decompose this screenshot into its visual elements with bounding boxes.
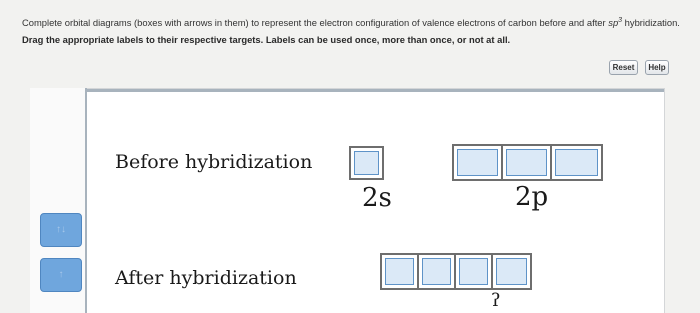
sp-superscript: 3: [618, 17, 623, 24]
sp-label: sp: [608, 17, 619, 29]
drop-target[interactable]: [506, 149, 547, 176]
instruction-line-2: Drag the appropriate labels to their respective targets. Labels can be used once, more than once, or not at all.: [22, 34, 511, 46]
workarea-top-rule: [31, 89, 664, 92]
orbital-group-2p: [452, 144, 603, 181]
instruction-text: Complete orbital diagrams (boxes with arrows in them) to represent the electron configuration of valence electrons of carbon before and after: [22, 17, 609, 29]
help-button[interactable]: Help: [645, 60, 669, 75]
orbital-target-2p-1[interactable]: [454, 146, 503, 179]
instructions: [22, 12, 698, 48]
orbital-target-sp3-1[interactable]: [382, 255, 419, 288]
orbital-group-sp3: [380, 253, 532, 290]
drop-target[interactable]: [496, 258, 527, 285]
handwritten-partial-mark: ʔ: [491, 290, 501, 311]
handwritten-2p-label: 2p: [515, 182, 549, 212]
drop-target[interactable]: [354, 151, 379, 175]
drop-target[interactable]: [459, 258, 488, 285]
reset-button[interactable]: Reset: [609, 60, 638, 75]
drop-target[interactable]: [422, 258, 451, 285]
instruction-line-1: [22, 12, 698, 31]
orbital-target-2s[interactable]: [351, 148, 382, 178]
drop-target[interactable]: [457, 149, 498, 176]
after-hybridization-label: After hybridization: [115, 267, 297, 289]
orbital-group-2s: [349, 146, 384, 180]
orbital-target-sp3-3[interactable]: [456, 255, 493, 288]
drop-target[interactable]: [385, 258, 414, 285]
drop-target[interactable]: [555, 149, 598, 176]
handwritten-2s-label: 2s: [362, 183, 392, 213]
orbital-target-2p-3[interactable]: [552, 146, 601, 179]
orbital-target-sp3-2[interactable]: [419, 255, 456, 288]
orbital-target-2p-2[interactable]: [503, 146, 552, 179]
draggable-label-paired[interactable]: ↑↓: [40, 213, 82, 247]
draggable-label-single[interactable]: ↑: [40, 258, 82, 292]
instruction-text-end: hybridization.: [622, 17, 680, 29]
orbital-target-sp3-4[interactable]: [493, 255, 530, 288]
before-hybridization-label: Before hybridization: [115, 151, 313, 173]
